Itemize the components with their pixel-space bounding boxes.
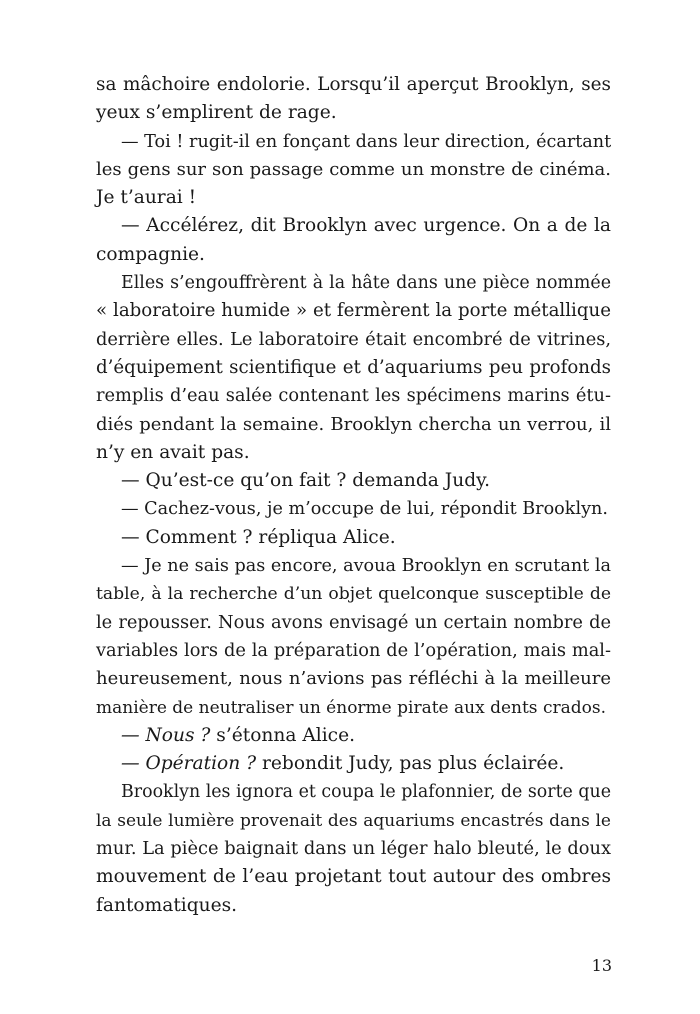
text-line: les gens sur son passage comme un monstre de cinéma. — [96, 158, 611, 180]
text-line: la seule lumière provenait des aquariums encastrés dans le — [96, 810, 611, 831]
body-text — [96, 71, 611, 920]
text-line: « laboratoire humide » et fermèrent la porte métallique — [96, 300, 611, 322]
italic-nous: — Nous ? — [121, 724, 211, 746]
text-line: remplis d’eau salée contenant les spécimens marins étu- — [96, 385, 611, 407]
text-line: heureusement, nous n’avions pas réfléchi à la meilleure — [96, 668, 611, 690]
page-number: 13 — [591, 956, 612, 975]
text-fragment: rebondit Judy, pas plus éclairée. — [262, 753, 565, 775]
text-line: — Accélérez, dit Brooklyn avec urgence. On a de la — [121, 215, 611, 237]
text-line — [96, 722, 611, 750]
text-line: table, à la recherche d’un objet quelconque susceptible de — [96, 584, 611, 605]
text-line: — Je ne sais pas encore, avoua Brooklyn en scrutant la — [121, 556, 611, 577]
text-line: yeux s’emplirent de rage. — [96, 102, 337, 124]
text-line: le repousser. Nous avons envisagé un certain nombre de — [96, 611, 611, 633]
text-line: compagnie. — [96, 243, 205, 265]
text-line: diés pendant la semaine. Brooklyn chercha un verrou, il — [96, 413, 611, 435]
text-fragment: s’étonna Alice. — [216, 724, 356, 746]
italic-operation: — Opération ? — [121, 753, 257, 775]
text-line — [96, 750, 611, 778]
text-line: fantomatiques. — [96, 894, 238, 916]
text-line: mouvement de l’eau projetant tout autour des ombres — [96, 866, 611, 888]
text-line: d’équipement scientifique et d’aquariums peu profonds — [96, 356, 611, 378]
text-line: Elles s’engouffrèrent à la hâte dans une pièce nommée — [121, 273, 611, 294]
text-line: — Cachez-vous, je m’occupe de lui, répondit Brooklyn. — [121, 499, 608, 520]
text-line: variables lors de la préparation de l’opération, mais mal- — [96, 639, 611, 661]
text-line: Brooklyn les ignora et coupa le plafonnier, de sorte que — [121, 782, 611, 803]
text-line: — Qu’est-ce qu’on fait ? demanda Judy. — [121, 470, 491, 492]
text-line: — Toi ! rugit-il en fonçant dans leur direction, écartant — [121, 131, 612, 152]
text-line: manière de neutraliser un énorme pirate aux dents crados. — [96, 697, 606, 718]
text-line: n’y en avait pas. — [96, 441, 250, 463]
text-line: — Comment ? répliqua Alice. — [121, 526, 396, 548]
text-line: mur. La pièce baignait dans un léger halo bleuté, le doux — [96, 838, 611, 860]
text-line: derrière elles. Le laboratoire était encombré de vitrines, — [96, 328, 611, 350]
text-line: sa mâchoire endolorie. Lorsqu’il aperçut Brooklyn, ses — [96, 74, 611, 95]
text-line: Je t’aurai ! — [96, 187, 197, 209]
